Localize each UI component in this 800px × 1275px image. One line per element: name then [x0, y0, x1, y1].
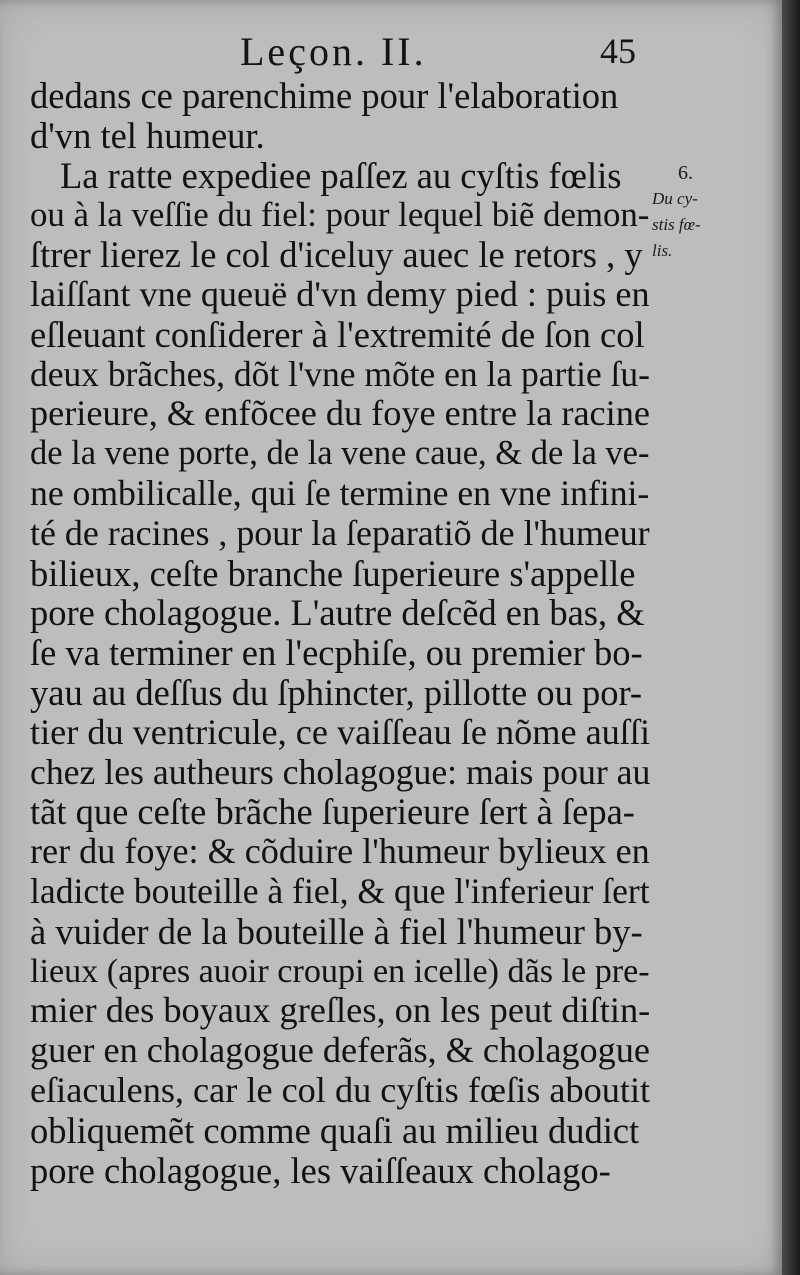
text-line: tier du ventricule, ce vaiſſeau ſe nõme auſſi: [30, 711, 651, 752]
page-edge-shadow: [782, 0, 800, 1275]
running-title: Leçon. II.: [240, 29, 427, 74]
text-line: guer en cholagogue deferãs, & cholagogue: [30, 1030, 651, 1071]
margin-note-line: Du cy-: [652, 189, 698, 208]
text-line: dedans ce parenchime pour l'elaboration: [30, 75, 619, 116]
margin-note-line: stis fœ-: [652, 215, 701, 234]
margin-note-line: lis.: [652, 241, 673, 260]
text-line: La ratte expediee paſſez au cyſtis fœlis: [60, 154, 622, 196]
text-line: ou à la veſſie du fiel: pour lequel biẽ demon-: [30, 195, 650, 235]
text-line: ſe va terminer en l'ecphiſe, ou premier bo-: [30, 632, 643, 674]
text-line: laiſſant vne queuë d'vn demy pied : puis en: [30, 273, 650, 314]
text-line: d'vn tel humeur.: [30, 114, 265, 156]
text-line: lieux (apres auoir croupi en icelle) dãs le pre-: [30, 952, 650, 990]
margin-note-number: 6.: [678, 162, 693, 184]
text-line: mier des boyaux greſles, on les peut diſtin-: [30, 990, 651, 1031]
text-line: pore cholagogue. L'autre deſcẽd en bas, &: [30, 592, 645, 634]
text-line: perieure, & enfõcee du foye entre la racine: [30, 393, 650, 434]
text-line: eſleuant conſiderer à l'extremité de ſon col: [30, 313, 645, 355]
text-line: obliquemẽt comme quaſi au milieu dudict: [30, 1109, 640, 1151]
text-line: de la vene porte, de la vene caue, & de la ve-: [30, 434, 650, 473]
page-number: 45: [600, 31, 636, 71]
text-line: chez les autheurs cholagogue: mais pour au: [30, 751, 651, 792]
text-line: pore cholagogue, les vaiſſeaux cholago-: [30, 1149, 611, 1191]
text-line: eſiaculens, car le col du cyſtis fœſis aboutit: [30, 1069, 651, 1110]
text-line: rer du foye: & cõduire l'humeur bylieux en: [30, 831, 650, 872]
text-line: à vuider de la bouteille à fiel l'humeur by-: [30, 910, 643, 952]
text-line: tãt que ceſte brãche ſuperieure ſert à ſepa-: [30, 791, 635, 833]
margin-note: [652, 160, 742, 264]
text-line: ſtrer lierez le col d'iceluy auec le retors , y: [30, 234, 643, 276]
text-line: yau au deſſus du ſphincter, pillotte ou por-: [30, 671, 643, 713]
text-line: bilieux, ceſte branche ſuperieure s'appelle: [30, 552, 636, 594]
text-line: deux brãches, dõt l'vne mõte en la partie ſu-: [30, 353, 650, 394]
page-header: [0, 28, 782, 74]
body-text: [30, 76, 650, 1190]
text-line: ne ombilicalle, qui ſe termine en vne infini-: [30, 472, 650, 513]
text-line: té de racines , pour la ſeparatiõ de l'humeur: [30, 512, 650, 553]
text-line: ladicte bouteille à fiel, & que l'inferieur ſert: [30, 870, 650, 911]
